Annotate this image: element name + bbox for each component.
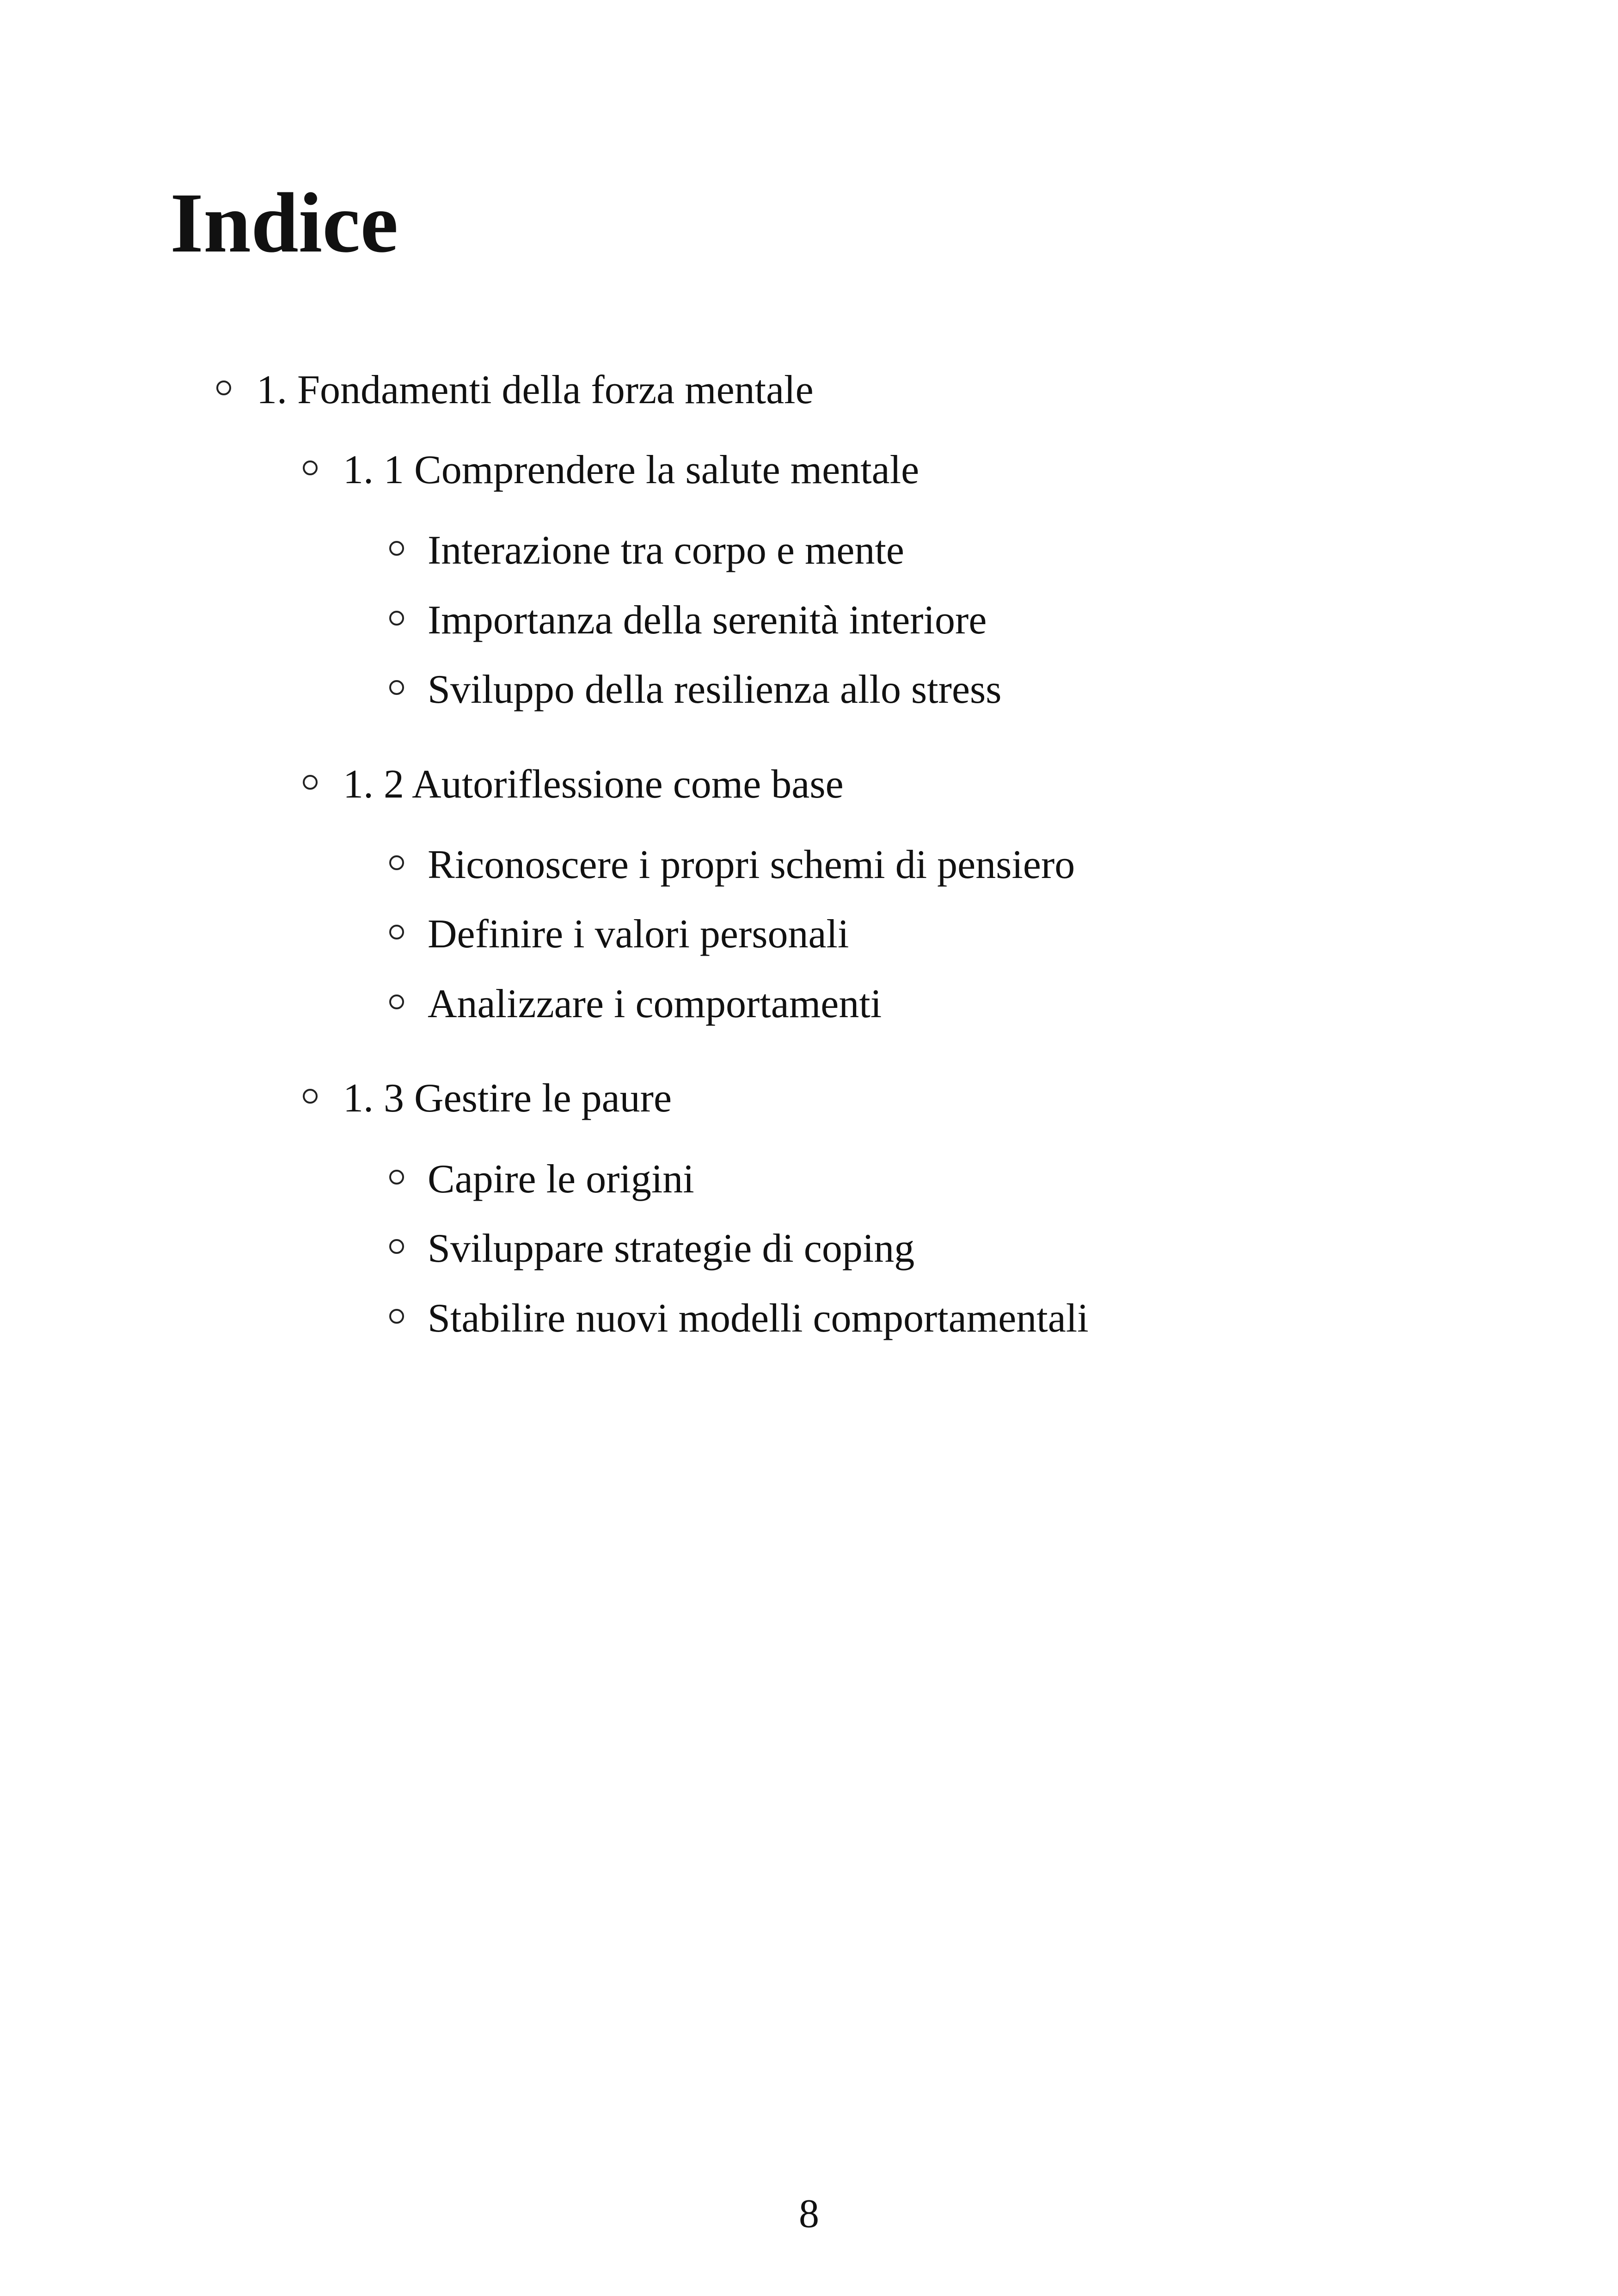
toc-item-modelli[interactable]: Stabilire nuovi modelli comportamentali [428, 1296, 1089, 1341]
toc-item-importanza[interactable]: Importanza della serenità interiore [428, 598, 987, 643]
hollow-circle-bullet-icon [389, 1309, 404, 1324]
toc-item-riconoscere[interactable]: Riconoscere i propri schemi di pensiero [428, 842, 1075, 887]
hollow-circle-bullet-icon [303, 460, 318, 475]
hollow-circle-bullet-icon [389, 541, 404, 556]
hollow-circle-bullet-icon [389, 680, 404, 695]
toc-section-1-3[interactable]: 1. 3 Gestire le paure [343, 1076, 672, 1121]
toc-item-capire[interactable]: Capire le origini [428, 1157, 694, 1202]
hollow-circle-bullet-icon [389, 1239, 404, 1254]
toc-item-sviluppo[interactable]: Sviluppo della resilienza allo stress [428, 667, 1002, 712]
hollow-circle-bullet-icon [389, 1170, 404, 1185]
toc-section-1-1[interactable]: 1. 1 Comprendere la salute mentale [343, 448, 919, 492]
page-title: Indice [170, 176, 398, 270]
hollow-circle-bullet-icon [389, 995, 404, 1009]
hollow-circle-bullet-icon [303, 1089, 318, 1104]
toc-item-strategie[interactable]: Sviluppare strategie di coping [428, 1226, 915, 1271]
hollow-circle-bullet-icon [389, 611, 404, 626]
hollow-circle-bullet-icon [303, 775, 318, 790]
page-number: 8 [799, 2192, 819, 2236]
hollow-circle-bullet-icon [389, 855, 404, 870]
toc-item-analizzare[interactable]: Analizzare i comportamenti [428, 982, 882, 1026]
toc-item-interazione[interactable]: Interazione tra corpo e mente [428, 528, 904, 573]
hollow-circle-bullet-icon [389, 925, 404, 939]
toc-chapter-1[interactable]: 1. Fondamenti della forza mentale [257, 368, 814, 412]
toc-item-definire[interactable]: Definire i valori personali [428, 912, 849, 957]
hollow-circle-bullet-icon [216, 381, 231, 395]
toc-section-1-2[interactable]: 1. 2 Autoriflessione come base [343, 762, 844, 807]
